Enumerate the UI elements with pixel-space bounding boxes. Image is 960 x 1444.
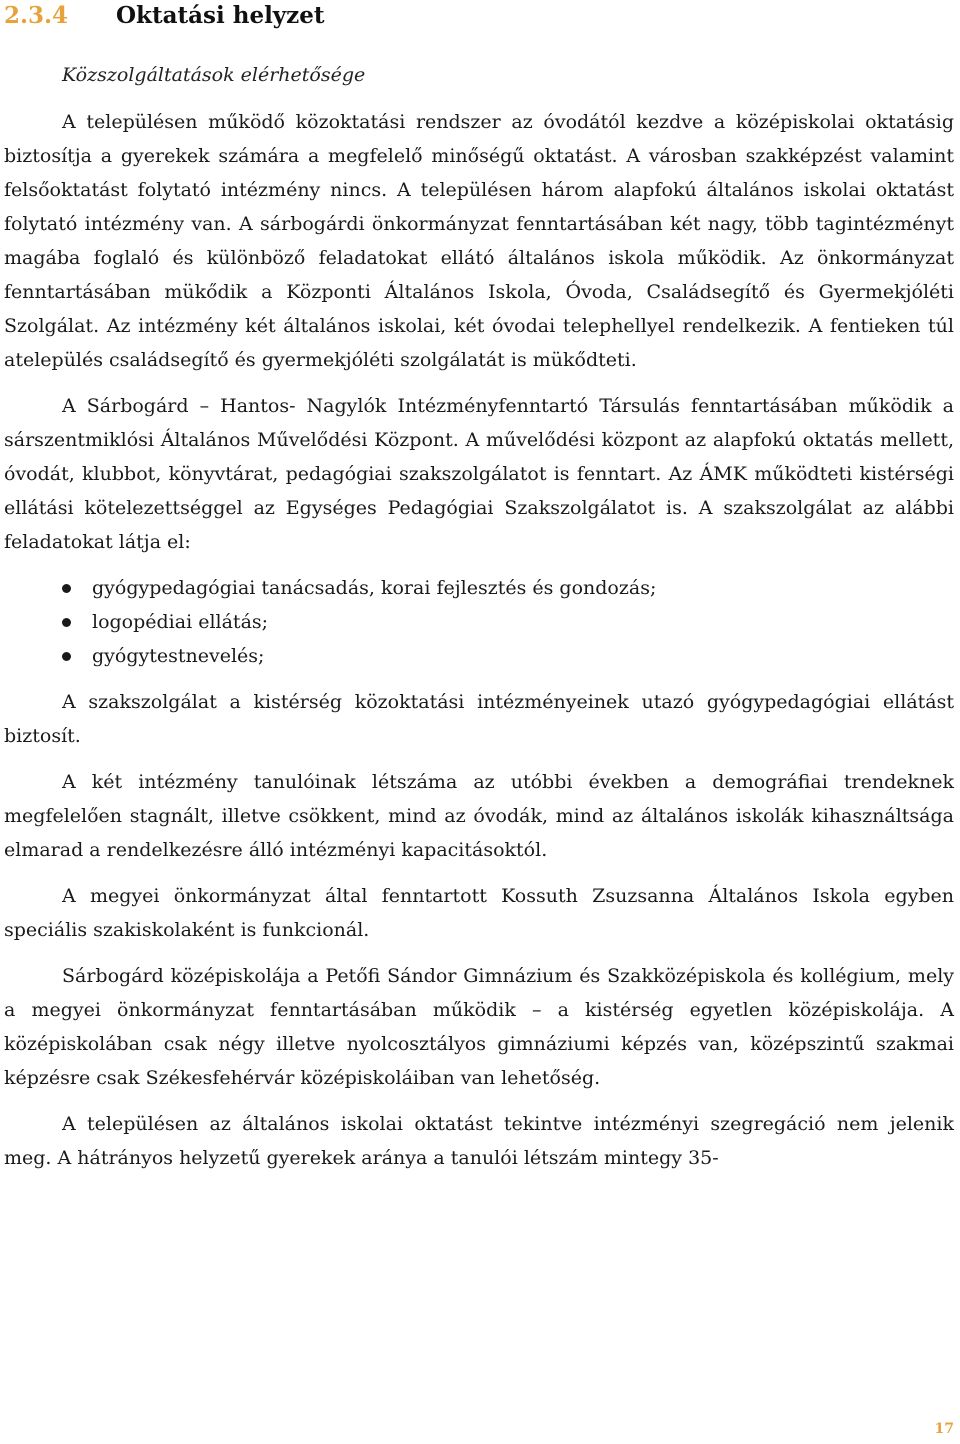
list-item-text: gyógytestnevelés;	[92, 645, 265, 667]
section-number: 2.3.4	[4, 2, 69, 29]
document-body	[4, 105, 954, 1187]
paragraph: Sárbogárd középiskolája a Petőfi Sándor Gimnázium és Szakközépiskola és kollégium, mely a megyei önkormányzat fenntartásában működik – a kistérség egyetlen középiskolája. A középiskolában csak négy illetve nyolcosztályos gimnáziumi képzés van, középszintű szakmai képzésre csak Székesfehérvár középiskoláiban van lehetőség.	[4, 965, 954, 1089]
paragraph: A településen működő közoktatási rendszer az óvodától kezdve a középiskolai oktatásig biztosítja a gyerekek számára a megfelelő minőségű oktatást. A városban szakképzést valamint felsőoktatást folytató intézmény nincs. A településen három alapfokú általános iskolai oktatást folytató intézmény van. A sárbogárdi önkormányzat fenntartásában két nagy, több tagintézményt magába foglaló és különböző feladatokat ellátó általános iskola működik. Az önkormányzat fenntartásában mükődik a Központi Általános Iskola, Óvoda, Családsegítő és Gyermekjóléti Szolgálat. Az intézmény két általános iskolai, két óvodai telephellyel rendelkezik. A fentieken túl atelepülés családsegítő és gyermekjóléti szolgálatát is mükődteti.	[4, 111, 954, 371]
task-list	[4, 571, 954, 673]
list-item	[4, 639, 954, 673]
page-number: 17	[934, 1421, 954, 1437]
list-item	[4, 605, 954, 639]
section-title: Oktatási helyzet	[116, 2, 325, 29]
list-item-text: gyógypedagógiai tanácsadás, korai fejlesztés és gondozás;	[92, 577, 657, 599]
list-item-text: logopédiai ellátás;	[92, 611, 269, 633]
section-heading	[4, 2, 325, 30]
bullet-icon	[62, 618, 71, 627]
list-item	[4, 571, 954, 605]
paragraph: A településen az általános iskolai oktatást tekintve intézményi szegregáció nem jelenik meg. A hátrányos helyzetű gyerekek aránya a tanulói létszám mintegy 35-	[4, 1113, 954, 1169]
paragraph: A két intézmény tanulóinak létszáma az utóbbi években a demográfiai trendeknek megfelelően stagnált, illetve csökkent, mind az óvodák, mind az általános iskolák kihasználtsága elmarad a rendelkezésre álló intézményi kapacitásoktól.	[4, 771, 954, 861]
subsection-heading: Közszolgáltatások elérhetősége	[62, 64, 366, 86]
paragraph: A szakszolgálat a kistérség közoktatási intézményeinek utazó gyógypedagógiai ellátást biztosít.	[4, 691, 954, 747]
bullet-icon	[62, 584, 71, 593]
paragraph: A Sárbogárd – Hantos- Nagylók Intézményfenntartó Társulás fenntartásában működik a sárszentmiklósi Általános Művelődési Központ. A művelődési központ az alapfokú oktatás mellett, óvodát, klubbot, könyvtárat, pedagógiai szakszolgálatot is fenntart. Az ÁMK működteti kistérségi ellátási kötelezettséggel az Egységes Pedagógiai Szakszolgálatot is. A szakszolgálat az alábbi feladatokat látja el:	[4, 395, 954, 553]
paragraph: A megyei önkormányzat által fenntartott Kossuth Zsuzsanna Általános Iskola egyben speciális szakiskolaként is funkcionál.	[4, 885, 954, 941]
bullet-icon	[62, 652, 71, 661]
